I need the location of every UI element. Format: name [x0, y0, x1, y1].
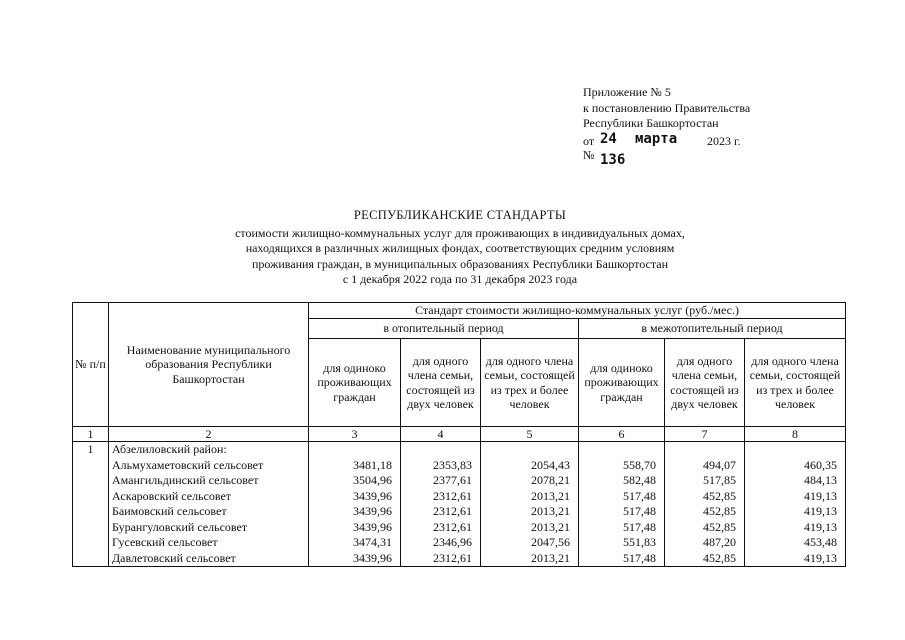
- appendix-number: [583, 147, 750, 168]
- cell-value: 3439,96: [309, 504, 401, 520]
- table-row: [73, 458, 846, 474]
- cell-value: 2078,21: [481, 473, 579, 489]
- cell-value: 558,70: [579, 458, 665, 474]
- header-heating-period: в отопительный период: [309, 319, 579, 339]
- header-standard: Стандарт стоимости жилищно-коммунальных услуг (руб./мес.): [309, 303, 846, 319]
- header-num: № п/п: [73, 303, 109, 427]
- cell-value: 2013,21: [481, 520, 579, 536]
- number-value: 136: [600, 151, 626, 168]
- appendix-block: [583, 85, 750, 168]
- row-name: Давлетовский сельсовет: [109, 551, 309, 567]
- cell-value: 2353,83: [401, 458, 481, 474]
- table-row: [73, 489, 846, 505]
- cell-value: 3481,18: [309, 458, 401, 474]
- cell-value: 452,85: [665, 489, 745, 505]
- row-name: Баимовский сельсовет: [109, 504, 309, 520]
- cell-value: 3439,96: [309, 551, 401, 567]
- cell-value: 494,07: [665, 458, 745, 474]
- cell-value: 419,13: [745, 489, 846, 505]
- cell-value: 551,83: [579, 535, 665, 551]
- cell-value: 517,48: [579, 489, 665, 505]
- cell-value: 2377,61: [401, 473, 481, 489]
- index-cell: 6: [579, 427, 665, 442]
- group-row: [73, 442, 846, 458]
- cell-value: 3439,96: [309, 520, 401, 536]
- header-nonheating-period: в межотопительный период: [579, 319, 846, 339]
- appendix-date: [583, 132, 750, 150]
- table-row: [73, 535, 846, 551]
- cell-value: 2312,61: [401, 489, 481, 505]
- date-year: 2023 г.: [707, 133, 741, 148]
- date-day: 24: [600, 130, 617, 147]
- cell-value: 3504,96: [309, 473, 401, 489]
- header-nonheating-two: для одного члена семьи, состоящей из двух человек: [665, 339, 745, 427]
- index-cell: 3: [309, 427, 401, 442]
- table-row: [73, 551, 846, 567]
- title-line-3: проживания граждан, в муниципальных образованиях Республики Башкортостан: [251, 256, 669, 271]
- header-heating-two: для одного члена семьи, состоящей из двух человек: [401, 339, 481, 427]
- appendix-line-3: Республики Башкортостан: [583, 116, 719, 130]
- cell-value: 517,48: [579, 504, 665, 520]
- title-line-4: с 1 декабря 2022 года по 31 декабря 2023 года: [342, 272, 578, 286]
- title-line-1: стоимости жилищно-коммунальных услуг для проживающих в индивидуальных домах,: [235, 225, 685, 240]
- date-prefix: от: [583, 133, 595, 148]
- group-num: 1: [73, 442, 109, 458]
- cell-value: 419,13: [745, 504, 846, 520]
- cell-value: 2346,96: [401, 535, 481, 551]
- title-line-2: находящихся в различных жилищных фондах, соответствующих средним условиям: [245, 241, 675, 255]
- index-cell: 4: [401, 427, 481, 442]
- appendix-line-1: Приложение № 5: [583, 85, 671, 99]
- header-nonheating-three: для одного члена семьи, состоящей из трех и более человек: [745, 339, 846, 427]
- cell-value: 3439,96: [309, 489, 401, 505]
- appendix-line-2: к постановлению Правительства: [583, 100, 751, 115]
- row-name: Альмухаметовский сельсовет: [109, 458, 309, 474]
- cell-value: 2013,21: [481, 489, 579, 505]
- cell-value: 517,48: [579, 551, 665, 567]
- header-name: Наименование муниципального образования Республики Башкортостан: [109, 303, 309, 427]
- document-title: [100, 208, 820, 288]
- cell-value: 2312,61: [401, 551, 481, 567]
- cell-value: 2047,56: [481, 535, 579, 551]
- row-name: Амангильдинский сельсовет: [109, 473, 309, 489]
- index-cell: 8: [745, 427, 846, 442]
- date-month: марта: [635, 130, 678, 147]
- table-row: [73, 520, 846, 536]
- cell-value: 460,35: [745, 458, 846, 474]
- cell-value: 2312,61: [401, 520, 481, 536]
- cell-value: 2013,21: [481, 504, 579, 520]
- table-row: [73, 504, 846, 520]
- cell-value: 452,85: [665, 551, 745, 567]
- cell-value: 487,20: [665, 535, 745, 551]
- column-index-row: [73, 427, 846, 442]
- title-heading: РЕСПУБЛИКАНСКИЕ СТАНДАРТЫ: [353, 208, 567, 222]
- cell-value: 582,48: [579, 473, 665, 489]
- index-cell: 7: [665, 427, 745, 442]
- cell-value: 452,85: [665, 504, 745, 520]
- cell-value: 484,13: [745, 473, 846, 489]
- index-cell: 1: [73, 427, 109, 442]
- cell-value: 2013,21: [481, 551, 579, 567]
- number-prefix: №: [583, 147, 595, 162]
- index-cell: 5: [481, 427, 579, 442]
- row-name: Гусевский сельсовет: [109, 535, 309, 551]
- cell-value: 517,48: [579, 520, 665, 536]
- cell-value: 517,85: [665, 473, 745, 489]
- standards-table: [72, 302, 846, 567]
- index-cell: 2: [109, 427, 309, 442]
- cell-value: 3474,31: [309, 535, 401, 551]
- cell-value: 2054,43: [481, 458, 579, 474]
- cell-value: 452,85: [665, 520, 745, 536]
- table-row: [73, 473, 846, 489]
- row-name: Аскаровский сельсовет: [109, 489, 309, 505]
- row-name: Бурангуловский сельсовет: [109, 520, 309, 536]
- group-name: Абзелиловский район:: [109, 442, 309, 458]
- cell-value: 419,13: [745, 551, 846, 567]
- header-heating-three: для одного члена семьи, состоящей из трех и более человек: [481, 339, 579, 427]
- cell-value: 453,48: [745, 535, 846, 551]
- header-heating-single: для одиноко проживающих граждан: [309, 339, 401, 427]
- header-nonheating-single: для одиноко проживающих граждан: [579, 339, 665, 427]
- cell-value: 2312,61: [401, 504, 481, 520]
- cell-value: 419,13: [745, 520, 846, 536]
